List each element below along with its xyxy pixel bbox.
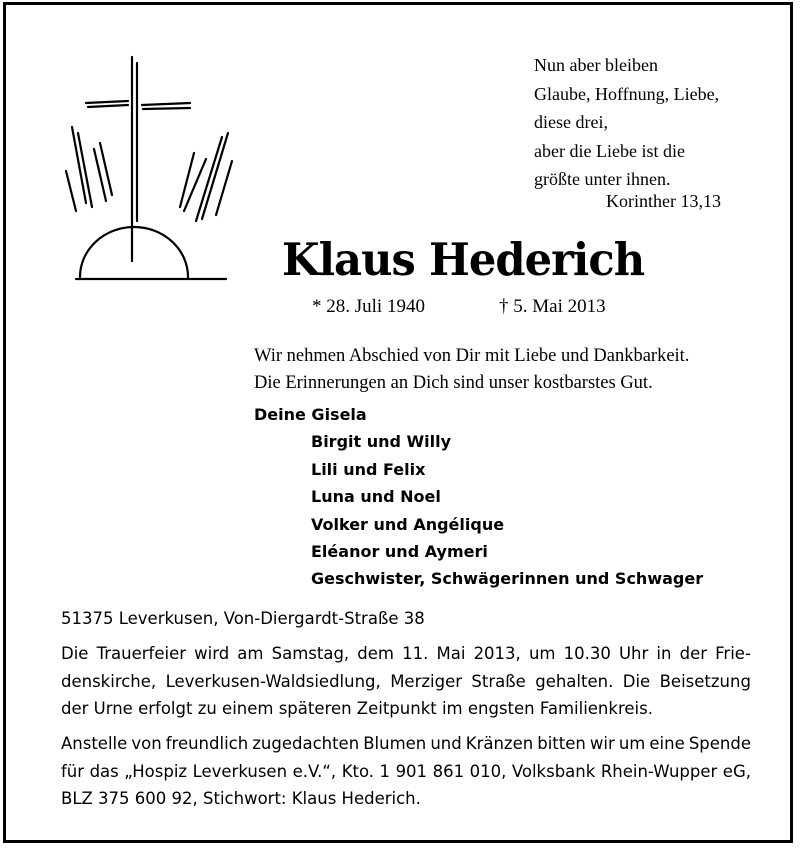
- word: in: [656, 644, 672, 663]
- family-member: Birgit und Willy: [311, 432, 452, 452]
- word: und: [430, 734, 462, 753]
- word: Kränzen: [465, 734, 534, 753]
- word: Uhr: [618, 644, 649, 663]
- word: Anstelle: [61, 734, 128, 753]
- donation-line: [61, 730, 751, 758]
- word: der: [679, 644, 708, 663]
- word: Merziger: [390, 671, 463, 691]
- verse-line: größte unter ihnen.: [534, 169, 671, 189]
- word: Mai: [436, 644, 466, 663]
- word: dem: [357, 644, 394, 663]
- family-member: Luna und Noel: [311, 487, 441, 507]
- donation-paragraph: [61, 730, 751, 813]
- word: Samstag,: [271, 644, 350, 663]
- word: wir: [589, 734, 615, 753]
- family-member: Eléanor und Aymeri: [311, 542, 488, 562]
- word: wird: [194, 644, 230, 663]
- word: Straße: [471, 671, 526, 691]
- verse-reference: Korinther 13,13: [606, 191, 721, 211]
- word: um: [528, 644, 556, 663]
- word: 11.: [402, 644, 429, 663]
- family-list: [254, 401, 703, 593]
- deceased-name: Klaus Hederich: [282, 233, 645, 286]
- word: gehalten.: [535, 671, 614, 691]
- verse-line: aber die Liebe ist die: [534, 140, 685, 161]
- farewell-line: Wir nehmen Abschied von Dir mit Liebe und Dankbarkeit.: [254, 346, 690, 366]
- word: 2013,: [473, 644, 521, 663]
- word: freundlich: [165, 734, 249, 753]
- ceremony-paragraph: [61, 640, 751, 723]
- word: zugedachten: [252, 734, 360, 753]
- farewell-line: Die Erinnerungen an Dich sind unser kostbarstes Gut.: [254, 373, 653, 393]
- word: bitten: [537, 734, 586, 753]
- word: Beisetzung: [659, 671, 751, 691]
- family-head: Deine Gisela: [254, 405, 367, 424]
- word: e.V.“,: [292, 761, 337, 781]
- family-member: Lili und Felix: [311, 459, 426, 479]
- verse-line: diese drei,: [534, 112, 608, 132]
- farewell-message: [254, 343, 689, 397]
- verse-line: Nun aber bleiben: [534, 55, 658, 75]
- word: 861: [432, 761, 465, 781]
- word: Spende: [688, 734, 751, 753]
- bible-verse: [534, 51, 764, 194]
- word: Leverkusen: [192, 761, 288, 781]
- word: 010,: [469, 761, 507, 781]
- word: 10.30: [563, 644, 611, 663]
- ceremony-line: [61, 668, 751, 696]
- cross-sunrise-icon: [56, 51, 236, 287]
- word: denskirche,: [61, 671, 157, 691]
- family-member: Geschwister, Schwägerinnen und Schwager: [311, 569, 704, 589]
- word: 1: [379, 761, 391, 781]
- word: eG,: [722, 761, 751, 781]
- address: 51375 Leverkusen, Von-Diergardt-Straße 38: [61, 609, 425, 628]
- word: von: [131, 734, 162, 753]
- verse-line: Glaube, Hoffnung, Liebe,: [534, 83, 720, 104]
- family-member: Volker und Angélique: [311, 514, 505, 534]
- word: für: [61, 761, 85, 781]
- ceremony-line: der Urne erfolgt zu einem späteren Zeitpunkt im engsten Familienkreis.: [61, 699, 653, 718]
- word: am: [237, 644, 264, 663]
- obituary-notice: [3, 2, 793, 843]
- word: Frie-: [715, 644, 751, 663]
- word: Rhein-Wupper: [600, 761, 718, 781]
- donation-line: BLZ 375 600 92, Stichwort: Klaus Hederich.: [61, 789, 421, 808]
- word: 901: [395, 761, 428, 781]
- word: Kto.: [341, 761, 375, 781]
- birth-date: * 28. Juli 1940: [312, 296, 425, 317]
- word: das: [89, 761, 119, 781]
- word: eine: [649, 734, 685, 753]
- word: „Hospiz: [124, 761, 188, 781]
- donation-line: [61, 758, 751, 786]
- word: Die: [61, 644, 89, 663]
- word: Die: [622, 671, 651, 691]
- word: Volksbank: [511, 761, 596, 781]
- death-date: † 5. Mai 2013: [499, 296, 606, 317]
- ceremony-line: [61, 640, 751, 668]
- word: um: [618, 734, 646, 753]
- word: Blumen: [363, 734, 427, 753]
- word: Trauerfeier: [96, 644, 186, 663]
- word: Leverkusen-Waldsiedlung,: [165, 671, 381, 691]
